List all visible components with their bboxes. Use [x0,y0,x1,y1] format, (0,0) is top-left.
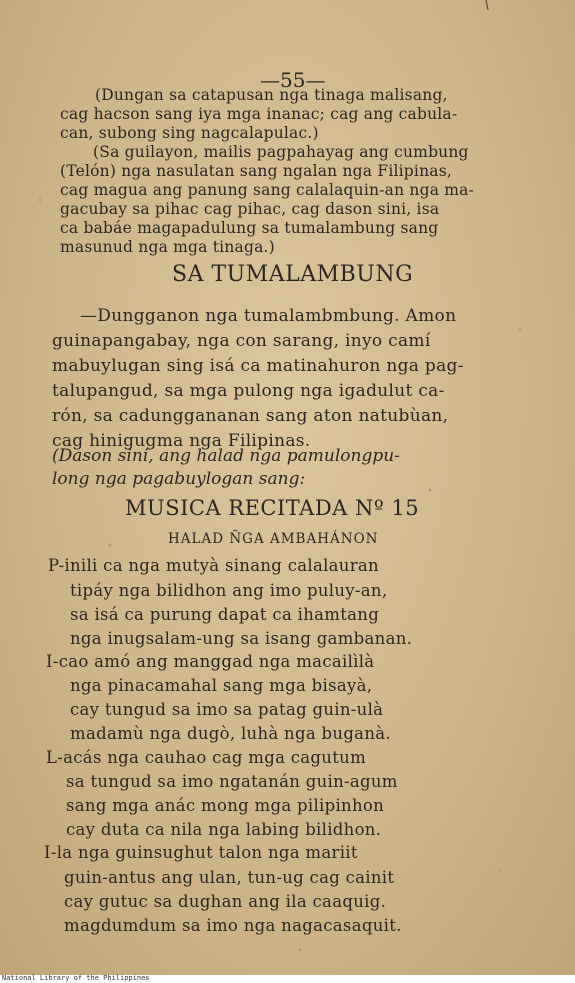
intro-line: gacubay sa pihac cag pihac, cag dason sini, isa [60,200,440,218]
intro-line: can, subong sing nagcalapulac.) [60,124,319,142]
verse-line: I-la nga guinsughut talon nga mariit [44,843,358,862]
musica-title: MUSICA RECITADA Nº 15 [125,496,420,520]
verse-line: nga pinacamahal sang mga bisayà, [70,676,373,695]
paragraph-line: mabuylugan sing isá ca matinahuron nga pag- [52,356,464,376]
verse-line: cay gutuc sa dughan ang ila caaquig. [64,892,387,911]
verse-line: madamù nga dugò, luhà nga buganà. [70,724,391,743]
verse-line: sang mga anác mong mga pilipinhon [66,796,385,815]
verse-line: guin-antus ang ulan, tun-ug cag cainit [64,868,395,887]
verse-line: I-cao amó ang manggad nga macailìlà [46,652,375,671]
verse-line: nga inugsalam-ung sa isang gambanan. [70,629,413,648]
verse-line: L-acás nga cauhao cag mga cagutum [46,748,367,767]
verse-line: P-inili ca nga mutyà sinang calalauran [48,556,379,575]
paragraph-line: —Dungganon nga tumalambmbung. Amon [80,306,457,326]
intro-line: ca babáe magapadulung sa tumalambung sang [60,219,439,237]
intro-line: masunud nga mga tinaga.) [60,238,275,256]
verse-line: sa isá ca purung dapat ca ihamtang [70,605,380,624]
intro-line: cag hacson sang iya mga inanac; cag ang cabula- [60,105,458,123]
verse-line: sa tungud sa imo ngatanán guin-agum [66,772,398,791]
song-subheading: HALAD ÑGA AMBAHÁNON [168,531,379,547]
footer-bar [0,975,575,983]
library-credit: National Library of the Philippines [2,974,150,982]
section-heading: SA TUMALAMBUNG [172,262,414,287]
intro-line: cag magua ang panung sang calalaquin-an nga ma- [60,181,475,199]
intro-line: (Dungan sa catapusan nga tinaga malisang, [95,86,448,104]
stage-direction-line: (Dason sini, ang halad nga pamulongpu- [52,446,400,466]
paragraph-line: rón, sa cadunggananan sang aton natubùan, [52,406,449,426]
paragraph-line: talupangud, sa mga pulong nga igadulut ca- [52,381,445,401]
verse-line: cay tungud sa imo sa patag guin-ulà [70,700,384,719]
verse-line: tipáy nga bilidhon ang imo puluy-an, [70,581,388,600]
intro-line: (Telón) nga nasulatan sang ngalan nga Filipinas, [60,162,452,180]
stage-direction-line: long nga pagabuylogan sang: [52,469,306,489]
verse-line: cay duta ca nila nga labing bilidhon. [66,820,382,839]
paragraph-line: cag hinigugma nga Filipinas. [52,431,311,451]
verse-line: magdumdum sa imo nga nagacasaquit. [64,916,402,935]
page-number: —55— [260,68,326,92]
paragraph-line: guinapangabay, nga con sarang, inyo camí [52,331,431,351]
intro-line: (Sa guilayon, mailis pagpahayag ang cumbung [93,143,469,161]
